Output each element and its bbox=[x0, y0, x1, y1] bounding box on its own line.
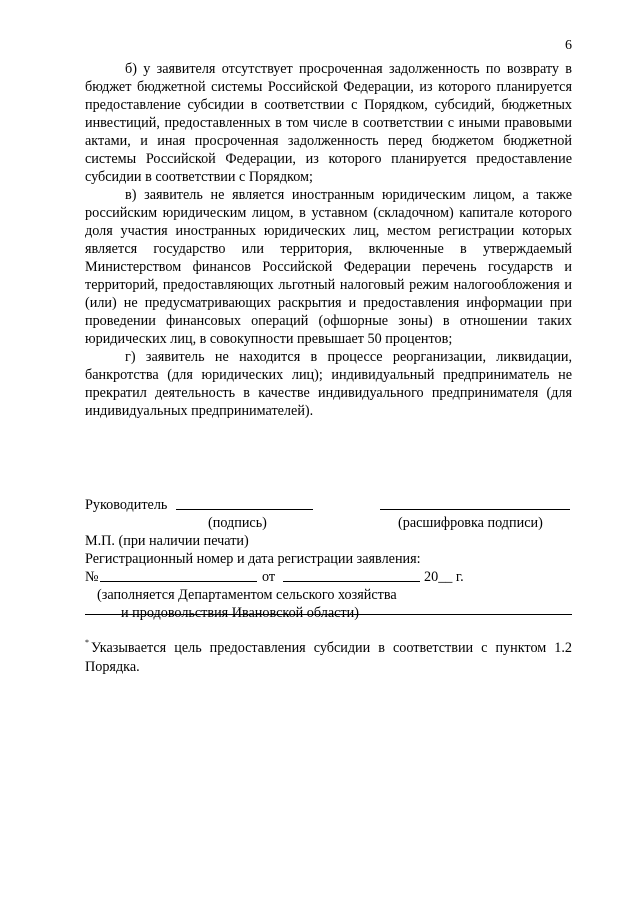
registration-date-line[interactable] bbox=[283, 568, 420, 582]
stamp-row bbox=[85, 532, 572, 550]
stamp-label: М.П. (при наличии печати) bbox=[85, 533, 249, 549]
footnote-divider bbox=[85, 614, 572, 615]
registration-number-line[interactable] bbox=[100, 568, 257, 582]
head-label: Руководитель bbox=[85, 497, 168, 513]
page-number: 6 bbox=[565, 38, 572, 53]
paragraph-b: б) у заявителя отсутствует просроченная задолженность по возврату в бюджет бюджетной системы Российской Федерации, из которого планируется предоставление субсидии в соответствии с Порядком, субсидий, бюджетных инвестиций, предоставленных в том числе в соответствии с иными правовыми актами, и иная просроченная задолженность перед бюджетом бюджетной системы Российской Федерации, из которого планируется предоставление субсидии в соответствии с Порядком; bbox=[85, 61, 572, 185]
paragraph-g: г) заявитель не находится в процессе реорганизации, ликвидации, банкротства (для юридических лиц); индивидуальный предприниматель не прекратил деятельность в качестве индивидуального предпринимателя (для индивидуальных предпринимателей). bbox=[85, 349, 572, 419]
filled-by-line-1: (заполняется Департаментом сельского хозяйства bbox=[97, 587, 397, 603]
decryption-line[interactable] bbox=[380, 496, 570, 510]
number-sign: № bbox=[85, 569, 99, 585]
footnote-text: Указывается цель предоставления субсидии в соответствии с пунктом 1.2 Порядка. bbox=[85, 640, 572, 675]
filled-by-row-2 bbox=[85, 604, 572, 622]
decryption-caption: (расшифровка подписи) bbox=[398, 515, 543, 531]
footnote-marker: * bbox=[85, 638, 89, 647]
document-body bbox=[85, 60, 572, 420]
signature-line[interactable] bbox=[176, 496, 313, 510]
paragraph-v: в) заявитель не является иностранным юридическим лицом, а также российским юридическим лицом, в уставном (складочном) капитале которого доля участия иностранных юридических лиц, местом регистрации которых является государство или территория, включенные в утверждаемый Министерством финансов Российской Федерации перечень государств и территорий, предоставляющих льготный налоговый режим налогообложения и (или) не предусматривающих раскрытия и предоставления информации при проведении финансовых операций (офшорные зоны) в отношении таких юридических лиц, в совокупности превышает 50 процентов; bbox=[85, 187, 572, 347]
signature-captions-row bbox=[85, 514, 572, 532]
filled-by-line-2: и продовольствия Ивановской области) bbox=[121, 605, 359, 621]
head-signature-row bbox=[85, 496, 572, 514]
registration-label: Регистрационный номер и дата регистрации заявления: bbox=[85, 551, 421, 567]
signature-caption: (подпись) bbox=[208, 515, 267, 531]
signature-block bbox=[85, 496, 572, 622]
footnote bbox=[85, 633, 572, 677]
from-label: от bbox=[262, 569, 276, 585]
year-label: 20__ г. bbox=[424, 569, 464, 585]
registration-fields-row bbox=[85, 568, 572, 586]
registration-row bbox=[85, 550, 572, 568]
filled-by-row-1 bbox=[85, 586, 572, 604]
